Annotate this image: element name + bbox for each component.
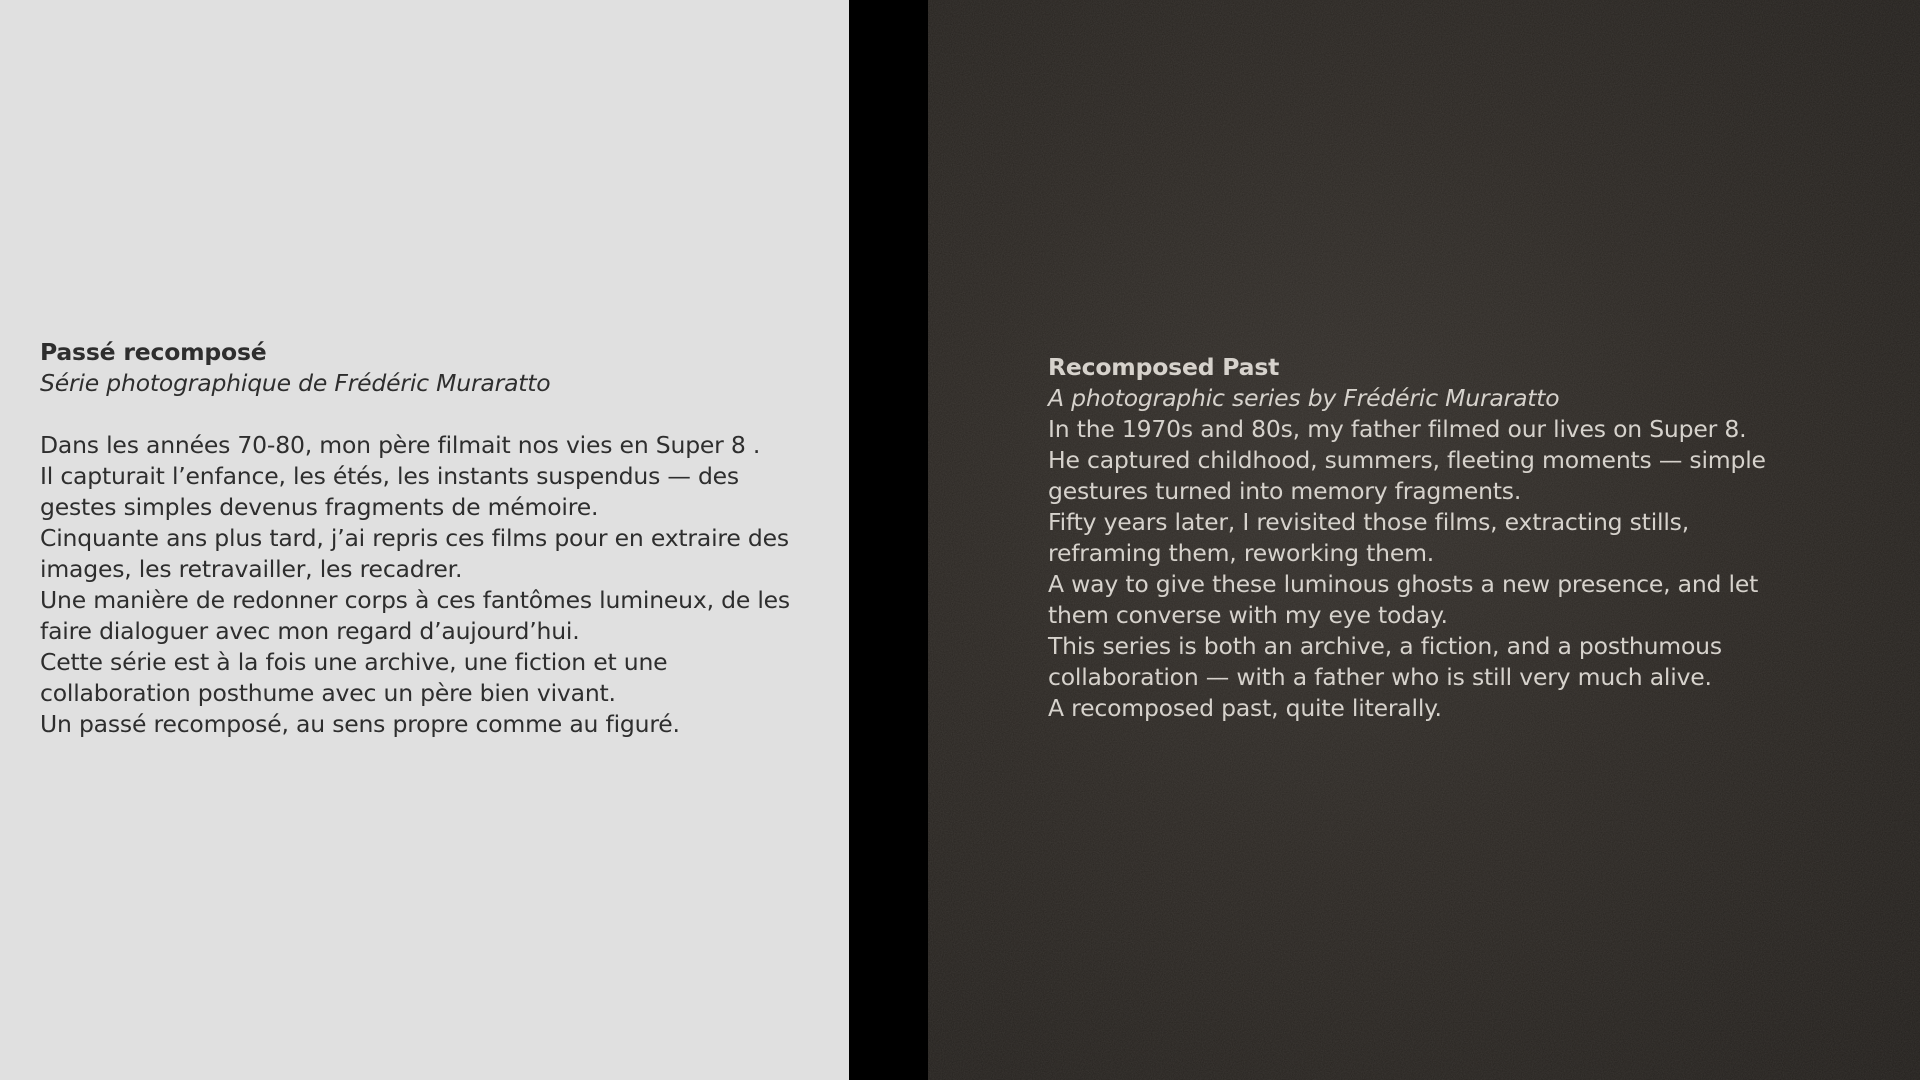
french-subtitle: Série photographique de Frédéric Muraratto [40,369,551,397]
french-paragraph: Cette série est à la fois une archive, une fiction et une collaboration posthume avec un père bien vivant. [40,648,668,707]
english-paragraph: A way to give these luminous ghosts a new presence, and let them converse with my eye today. [1048,570,1759,629]
english-paragraph: This series is both an archive, a fiction, and a posthumous collaboration — with a father who is still very much alive. [1048,632,1722,691]
english-paragraph: Fifty years later, I revisited those films, extracting stills, reframing them, reworking them. [1048,508,1689,567]
english-subtitle: A photographic series by Frédéric Muraratto [1048,384,1560,412]
english-text-panel [928,0,1920,1080]
french-paragraph: Il capturait l’enfance, les étés, les instants suspendus — des gestes simples devenus fragments de mémoire. [40,462,739,521]
english-text-block [1048,352,1808,724]
english-title: Recomposed Past [1048,353,1280,381]
french-text-block [40,337,800,740]
french-paragraph: Cinquante ans plus tard, j’ai repris ces films pour en extraire des images, les retravailler, les recadrer. [40,524,789,583]
french-title: Passé recomposé [40,338,267,366]
english-paragraph: In the 1970s and 80s, my father filmed our lives on Super 8. [1048,415,1747,443]
french-paragraph: Un passé recomposé, au sens propre comme au figuré. [40,710,680,738]
spacer [40,399,800,430]
french-paragraph: Une manière de redonner corps à ces fantômes lumineux, de les faire dialoguer avec mon regard d’aujourd’hui. [40,586,790,645]
english-paragraph: A recomposed past, quite literally. [1048,694,1442,722]
english-paragraph: He captured childhood, summers, fleeting moments — simple gestures turned into memory fragments. [1048,446,1766,505]
french-paragraph: Dans les années 70-80, mon père filmait nos vies en Super 8 . [40,431,761,459]
french-text-panel [0,0,849,1080]
black-divider-band [849,0,928,1080]
